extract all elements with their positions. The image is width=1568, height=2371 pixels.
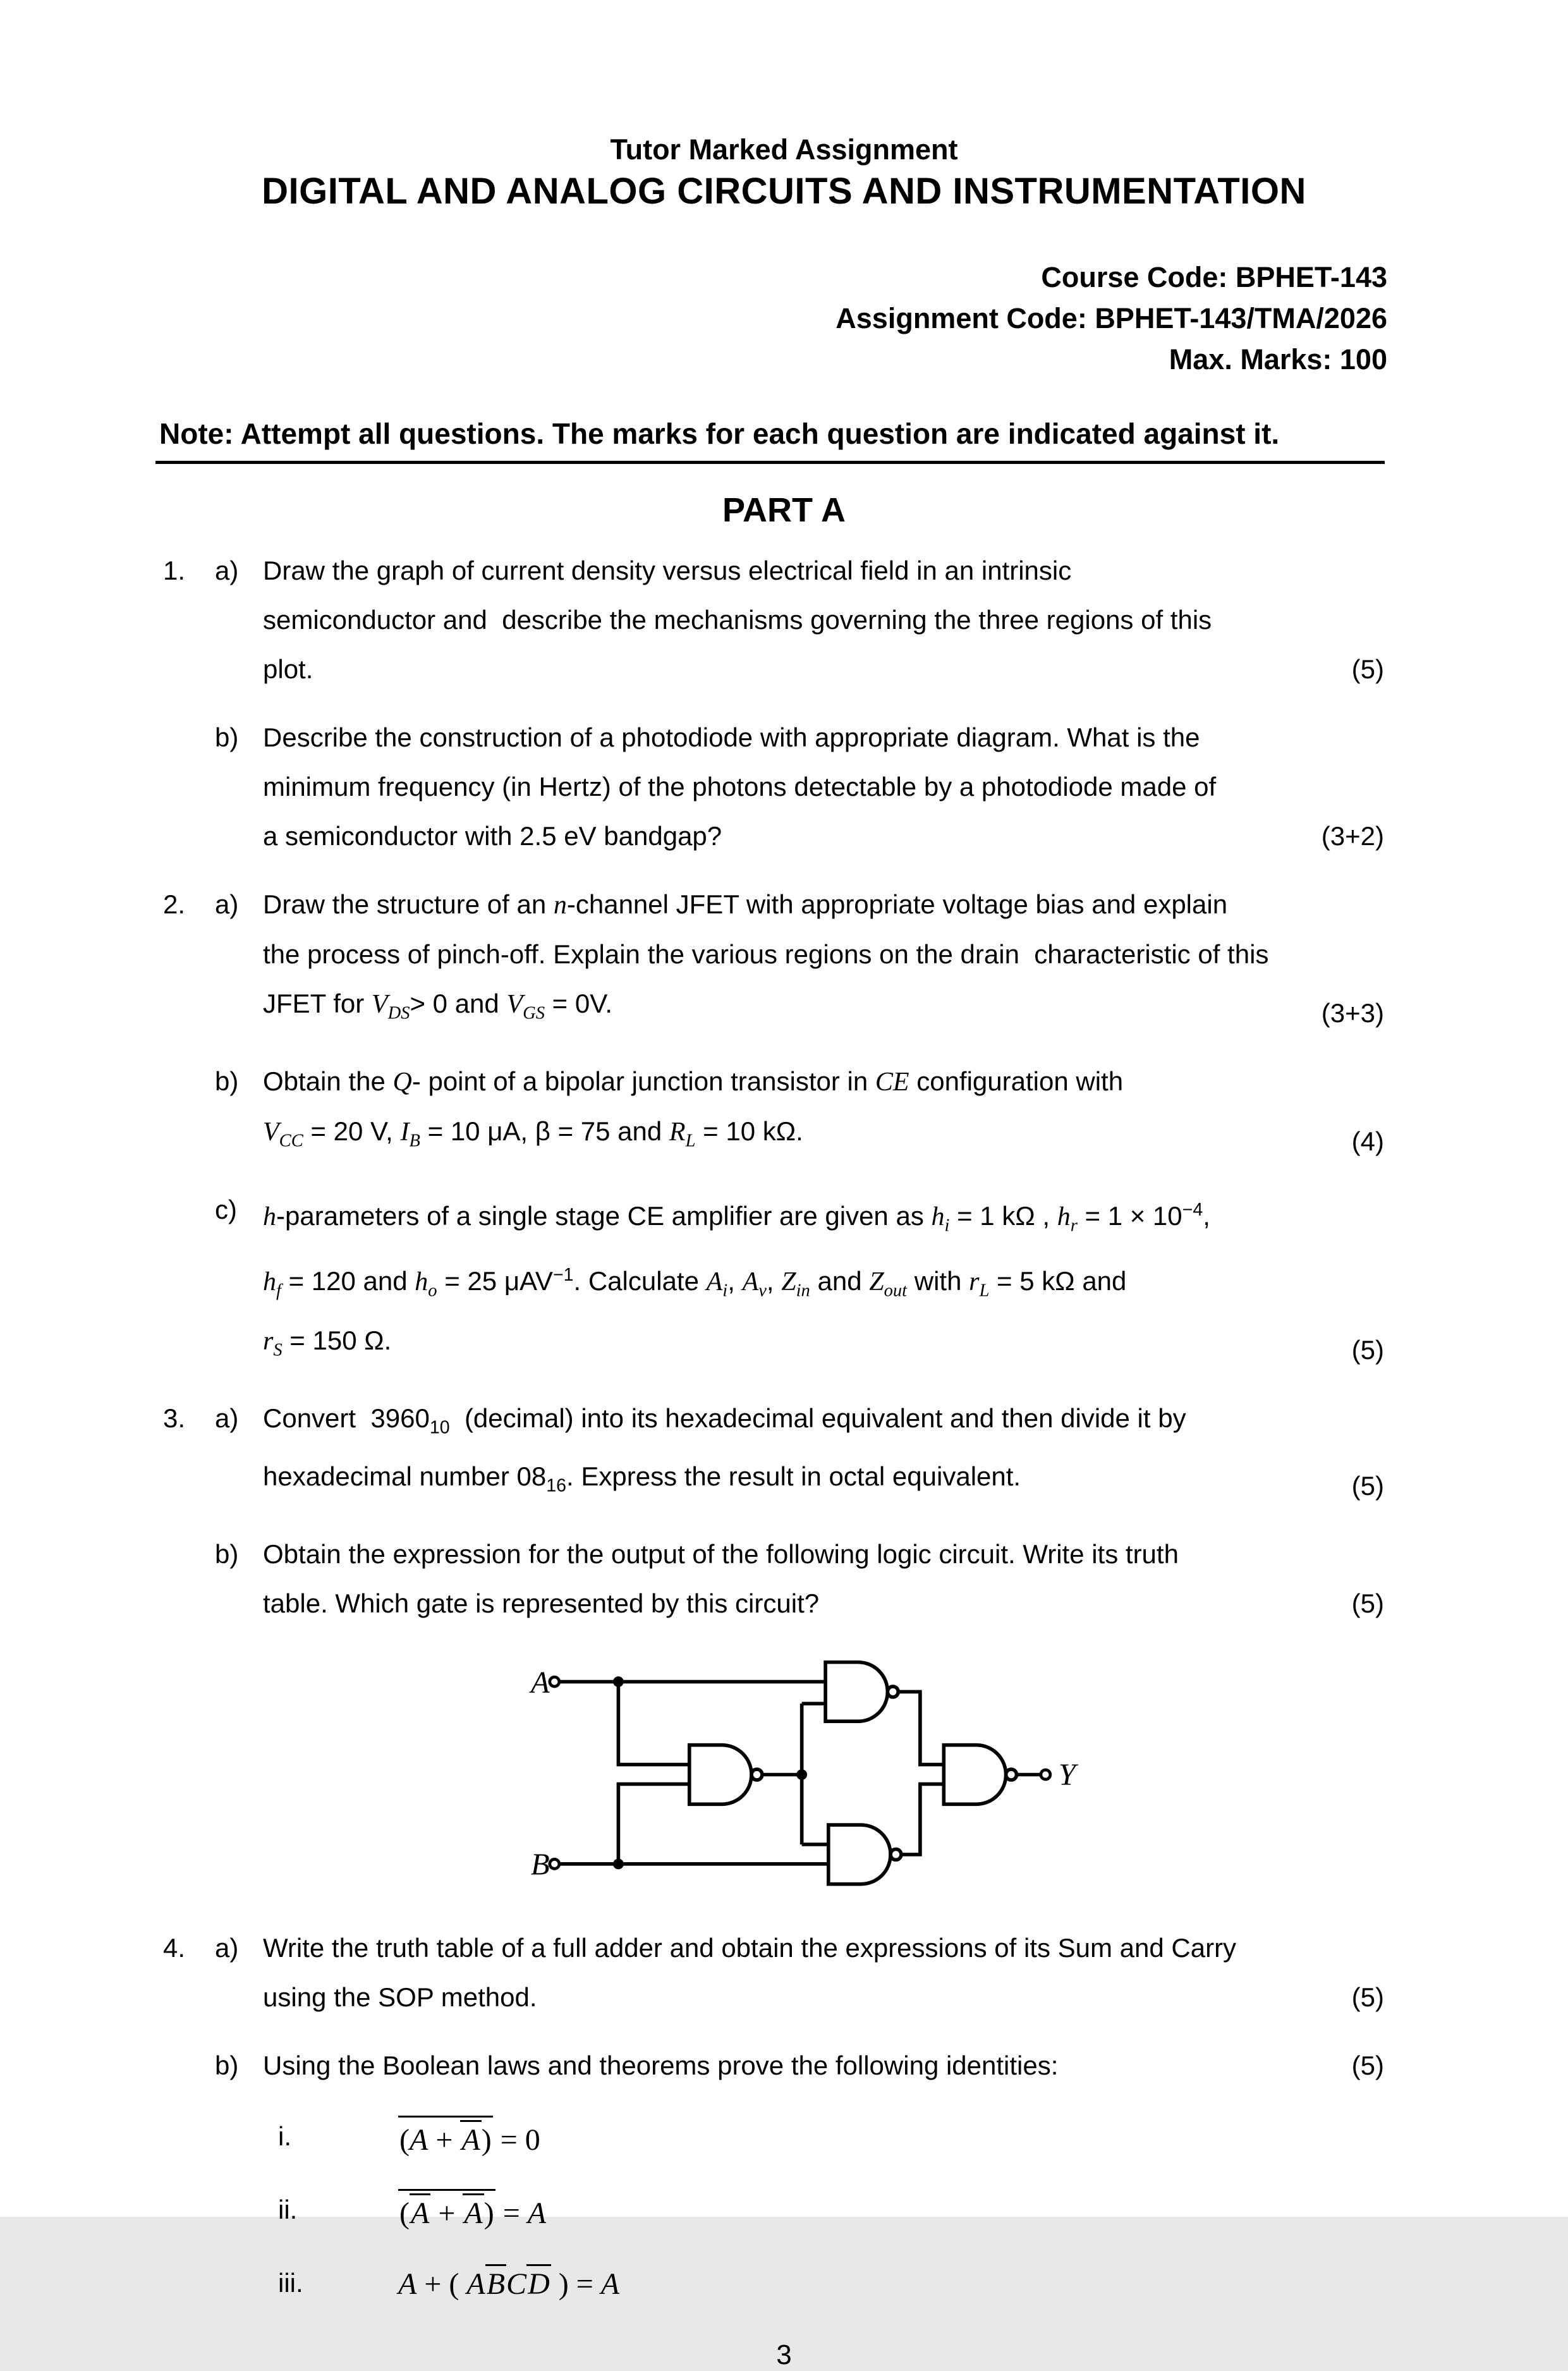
identity-formula: (A + A) = 0 (398, 2116, 1568, 2157)
note-divider (155, 461, 1385, 464)
question-number (163, 1185, 215, 1375)
identity-formula: A + ( ABCD ) = A (398, 2264, 1568, 2301)
junction-mid (796, 1769, 807, 1780)
text-line: the process of pinch-off. Explain the various regions on the drain characteristic of this (263, 939, 1269, 969)
question-number (163, 2041, 215, 2090)
identity-formula: (A + A) = A (398, 2189, 1568, 2231)
question-number (163, 1057, 215, 1166)
identity-label: i. (278, 2121, 291, 2151)
nand-gate-top (825, 1662, 898, 1721)
label-output-y: Y (1058, 1757, 1076, 1792)
part-text (263, 1530, 1384, 1628)
text-line: Convert $3960_{10}$ (decimal) into its hexadecimal equivalent and then divide it by (263, 1403, 1186, 1438)
marks: (5) (1351, 1588, 1384, 1618)
inverter-bubble (751, 1769, 762, 1780)
marks: (5) (1351, 1982, 1384, 2012)
question-2a-row (163, 880, 1384, 1038)
question-2c-row (163, 1185, 1384, 1375)
text-line: Write the truth table of a full adder and obtain the expressions of its Sum and Carry (263, 1932, 1237, 1963)
questions-section (0, 546, 1568, 2310)
identity-label: iii. (278, 2267, 303, 2298)
part-text (263, 1923, 1384, 2022)
part-text (263, 880, 1384, 1038)
question-4b-row (163, 2041, 1384, 2090)
text-line: semiconductor and describe the mechanisms governing the three regions of this (263, 605, 1212, 635)
question-number: 4. (163, 1932, 186, 1963)
part-a-heading: PART A (722, 491, 846, 529)
question-4a-row (163, 1923, 1384, 2022)
inverter-bubble (890, 1849, 901, 1860)
identity-iii-row (278, 2256, 1568, 2310)
junction-a (613, 1676, 624, 1687)
question-number: 1. (163, 556, 186, 585)
text-line: h-parameters of a single stage CE amplifier are given as $h_i = 1$ kΩ , $h_r = 1 \times 10^{-4}$, (263, 1199, 1210, 1236)
marks: (4) (1351, 1126, 1384, 1156)
terminal-a (550, 1677, 559, 1686)
question-3a-row (163, 1394, 1384, 1511)
text-line: hexadecimal number $08_{16}$. Express the result in octal equivalent. (263, 1461, 1021, 1496)
text-line: plot. (263, 654, 313, 684)
text-line: $V_{CC} = 20$ V, $I_B = 10$ μA, β = 75 and $R_L = 10$ kΩ. (263, 1116, 803, 1151)
nand-gate-bottom (829, 1825, 901, 1884)
text-line: Obtain the expression for the output of the following logic circuit. Write its truth (263, 1539, 1179, 1569)
note-line: Note: Attempt all questions. The marks for each question are indicated against it. (159, 417, 1280, 450)
nand-gates (690, 1662, 1017, 1884)
wire-top-gate-output (898, 1691, 944, 1764)
wire-bottom-gate-output (901, 1784, 944, 1854)
part-letter: a) (215, 556, 239, 585)
question-2b-row (163, 1057, 1384, 1166)
marks: (3+3) (1321, 998, 1384, 1028)
logic-circuit-figure (530, 1647, 1568, 1902)
part-text (263, 2041, 1384, 2090)
nand-logic-circuit (530, 1647, 1086, 1902)
identity-ii-row (278, 2183, 1568, 2237)
part-text (263, 713, 1384, 861)
question-number (163, 713, 215, 861)
page-number: 3 (776, 2339, 792, 2370)
part-text (263, 1057, 1384, 1166)
marks: (5) (1351, 654, 1384, 684)
question-1a-row (163, 546, 1384, 694)
label-input-a: A (530, 1665, 550, 1700)
part-text (263, 1394, 1384, 1511)
assignment-code: Assignment Code: BPHET-143/TMA/2026 (836, 302, 1387, 334)
text-line: Using the Boolean laws and theorems prove the following identities: (263, 2050, 1059, 2080)
identity-i-row (278, 2109, 1568, 2164)
part-text (263, 546, 1384, 694)
part-text (263, 1185, 1384, 1375)
assignment-type-heading: Tutor Marked Assignment (610, 133, 958, 166)
junction-b (613, 1858, 624, 1869)
text-line: a semiconductor with 2.5 eV bandgap? (263, 821, 722, 851)
boolean-identities-list (278, 2109, 1568, 2310)
text-line: $h_f = 120$ and $h_o = 25$ μAV$^{-1}$. Calculate $A_i$, $A_v$, $Z_{in}$ and $Z_{out}$ with $r_L = 5$ kΩ and (263, 1265, 1127, 1301)
part-letter: a) (215, 889, 239, 919)
nand-gate-output (944, 1745, 1016, 1804)
marks: (5) (1351, 1470, 1384, 1501)
label-input-b: B (530, 1847, 550, 1882)
text-line: minimum frequency (in Hertz) of the photons detectable by a photodiode made of (263, 772, 1217, 802)
part-letter: b) (215, 1066, 239, 1097)
course-title: DIGITAL AND ANALOG CIRCUITS AND INSTRUMENTATION (262, 171, 1306, 212)
part-letter: a) (215, 1932, 239, 1963)
part-letter: b) (215, 722, 239, 752)
text-line: using the SOP method. (263, 1982, 537, 2012)
text-line: Describe the construction of a photodiode with appropriate diagram. What is the (263, 722, 1200, 752)
wire-a-branch (618, 1681, 689, 1764)
terminal-b (550, 1859, 559, 1868)
part-letter: b) (215, 2050, 239, 2080)
text-line: $r_S = 150$ Ω. (263, 1325, 392, 1360)
text-line: Draw the structure of an n-channel JFET with appropriate voltage bias and explain (263, 889, 1228, 920)
text-line: Draw the graph of current density versus electrical field in an intrinsic (263, 556, 1072, 585)
wire-b-branch (618, 1784, 689, 1863)
question-1b-row (163, 713, 1384, 861)
question-number (163, 1530, 215, 1628)
part-letter: b) (215, 1539, 239, 1569)
course-code: Course Code: BPHET-143 (1041, 261, 1387, 293)
marks: (5) (1351, 2050, 1384, 2080)
question-number: 3. (163, 1403, 186, 1433)
marks: (3+2) (1321, 821, 1384, 851)
inverter-bubble (887, 1686, 898, 1697)
part-letter: c) (215, 1194, 237, 1224)
nand-gate-middle (690, 1745, 762, 1804)
question-3b-row (163, 1530, 1384, 1628)
text-line: table. Which gate is represented by this circuit? (263, 1588, 820, 1618)
identity-label: ii. (278, 2194, 298, 2224)
header-meta (0, 257, 1387, 380)
text-line: Obtain the Q- point of a bipolar junction transistor in CE configuration with (263, 1066, 1124, 1097)
part-letter: a) (215, 1403, 239, 1433)
text-line: JFET for $V_{DS}> 0$ and $V_{GS} = 0V$. (263, 989, 613, 1023)
max-marks: Max. Marks: 100 (1169, 343, 1387, 375)
marks: (5) (1351, 1334, 1384, 1365)
question-number: 2. (163, 889, 186, 919)
terminal-y (1041, 1770, 1050, 1779)
inverter-bubble (1006, 1769, 1017, 1780)
